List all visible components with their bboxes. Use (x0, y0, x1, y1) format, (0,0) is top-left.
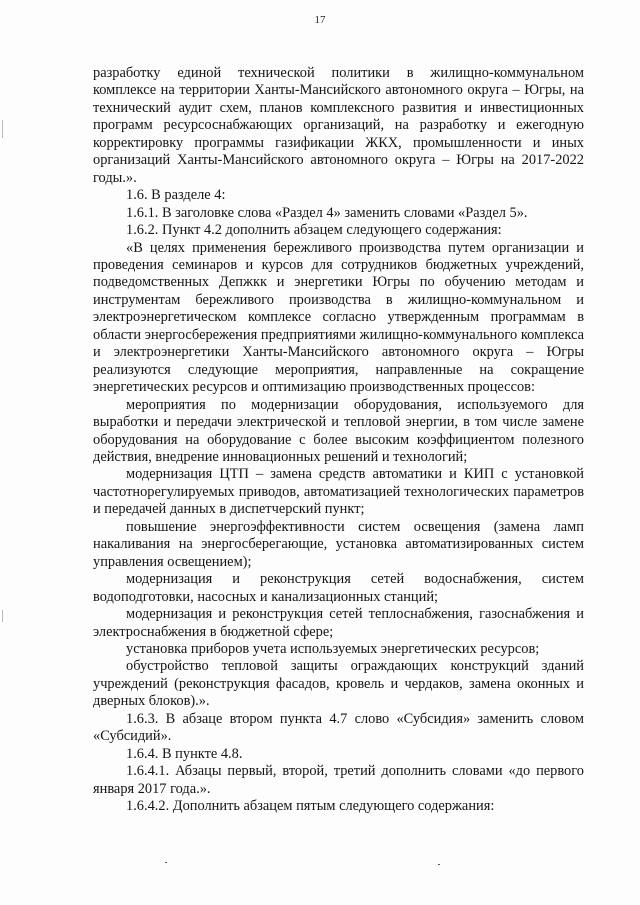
page-number: 17 (314, 14, 326, 26)
paragraph-continuation: разработку единой технической политики в жилищно-коммунальном комплексе на территории Ханты-Мансийского автономного округа – Югры, на технический аудит схем, планов комплексного развития и инвестиционных программ ресурсоснабжающих организаций, на разработку и ежегодную корректировку программы газификации ЖКХ, промышленности и иных организаций Ханты-Мансийского автономного округа – Югры на 2017-2022 годы.». (93, 65, 584, 186)
paragraph-item-1-6-4-2: 1.6.4.2. Дополнить абзацем пятым следующего содержания: (126, 798, 495, 815)
paragraph-measure-heat: модернизация и реконструкция сетей теплоснабжения, газоснабжения и электроснабжения в бюджетной сфере; (93, 606, 584, 640)
paragraph-measure-metering: установка приборов учета используемых энергетических ресурсов; (126, 640, 540, 657)
scan-speck (165, 862, 167, 863)
paragraph-item-1-6-2: 1.6.2. Пункт 4.2 дополнить абзацем следующего содержания: (126, 222, 502, 239)
paragraph-measure-water: модернизация и реконструкция сетей водоснабжения, систем водоподготовки, насосных и канализационных станций; (93, 571, 584, 605)
scan-edge-mark (2, 610, 3, 622)
paragraph-measure-insulation: обустройство тепловой защиты ограждающих конструкций зданий учреждений (реконструкция фасадов, кровель и чердаков, замена оконных и дверных блоков).». (93, 658, 584, 710)
scan-edge-mark (2, 120, 3, 138)
paragraph-measure-equipment: мероприятия по модернизации оборудования, используемого для выработки и передачи электрической и тепловой энергии, в том числе замене оборудования на оборудование с более высоким коэффициентом полезного действия, внедрение инновационных решений и технологий; (93, 396, 584, 465)
paragraph-item-1-6-1: 1.6.1. В заголовке слова «Раздел 4» заменить словами «Раздел 5». (126, 204, 528, 221)
paragraph-quote-intro: «В целях применения бережливого производства путем организации и проведения семинаров и курсов для сотрудников бюджетных учреждений, подведомственных Депжкк и энергетики Югры по обучению методам и инструментам бережливого производства в жилищно-коммунальном и электроэнергетическом комплексе согласно утвержденным программам в области энергосбережения предприятиями жилищно-коммунального комплекса и электроэнергетики Ханты-Мансийского автономного округа – Югры реализуются следующие мероприятия, направленные на сокращение энергетических ресурсов и оптимизацию производственных процессов: (93, 239, 584, 396)
paragraph-item-1-6-3: 1.6.3. В абзаце втором пункта 4.7 слово «Субсидия» заменить словом «Субсидий». (93, 710, 584, 745)
scan-speck (438, 864, 440, 865)
paragraph-item-1-6-4: 1.6.4. В пункте 4.8. (126, 745, 243, 762)
paragraph-measure-ctp: модернизация ЦТП – замена средств автоматики и КИП с установкой частотнорегулируемых приводов, автоматизацией технологических параметров и передачей данных в диспетчерский пункт; (93, 466, 584, 518)
paragraph-measure-lighting: повышение энергоэффективности систем освещения (замена ламп накаливания на энергосберегающие, установка автоматизированных систем управления освещением); (93, 518, 584, 570)
paragraph-item-1-6-4-1: 1.6.4.1. Абзацы первый, второй, третий дополнить словами «до первого января 2017 года.». (93, 763, 584, 797)
paragraph-section-1-6: 1.6. В разделе 4: (126, 187, 226, 204)
document-body (93, 65, 584, 815)
